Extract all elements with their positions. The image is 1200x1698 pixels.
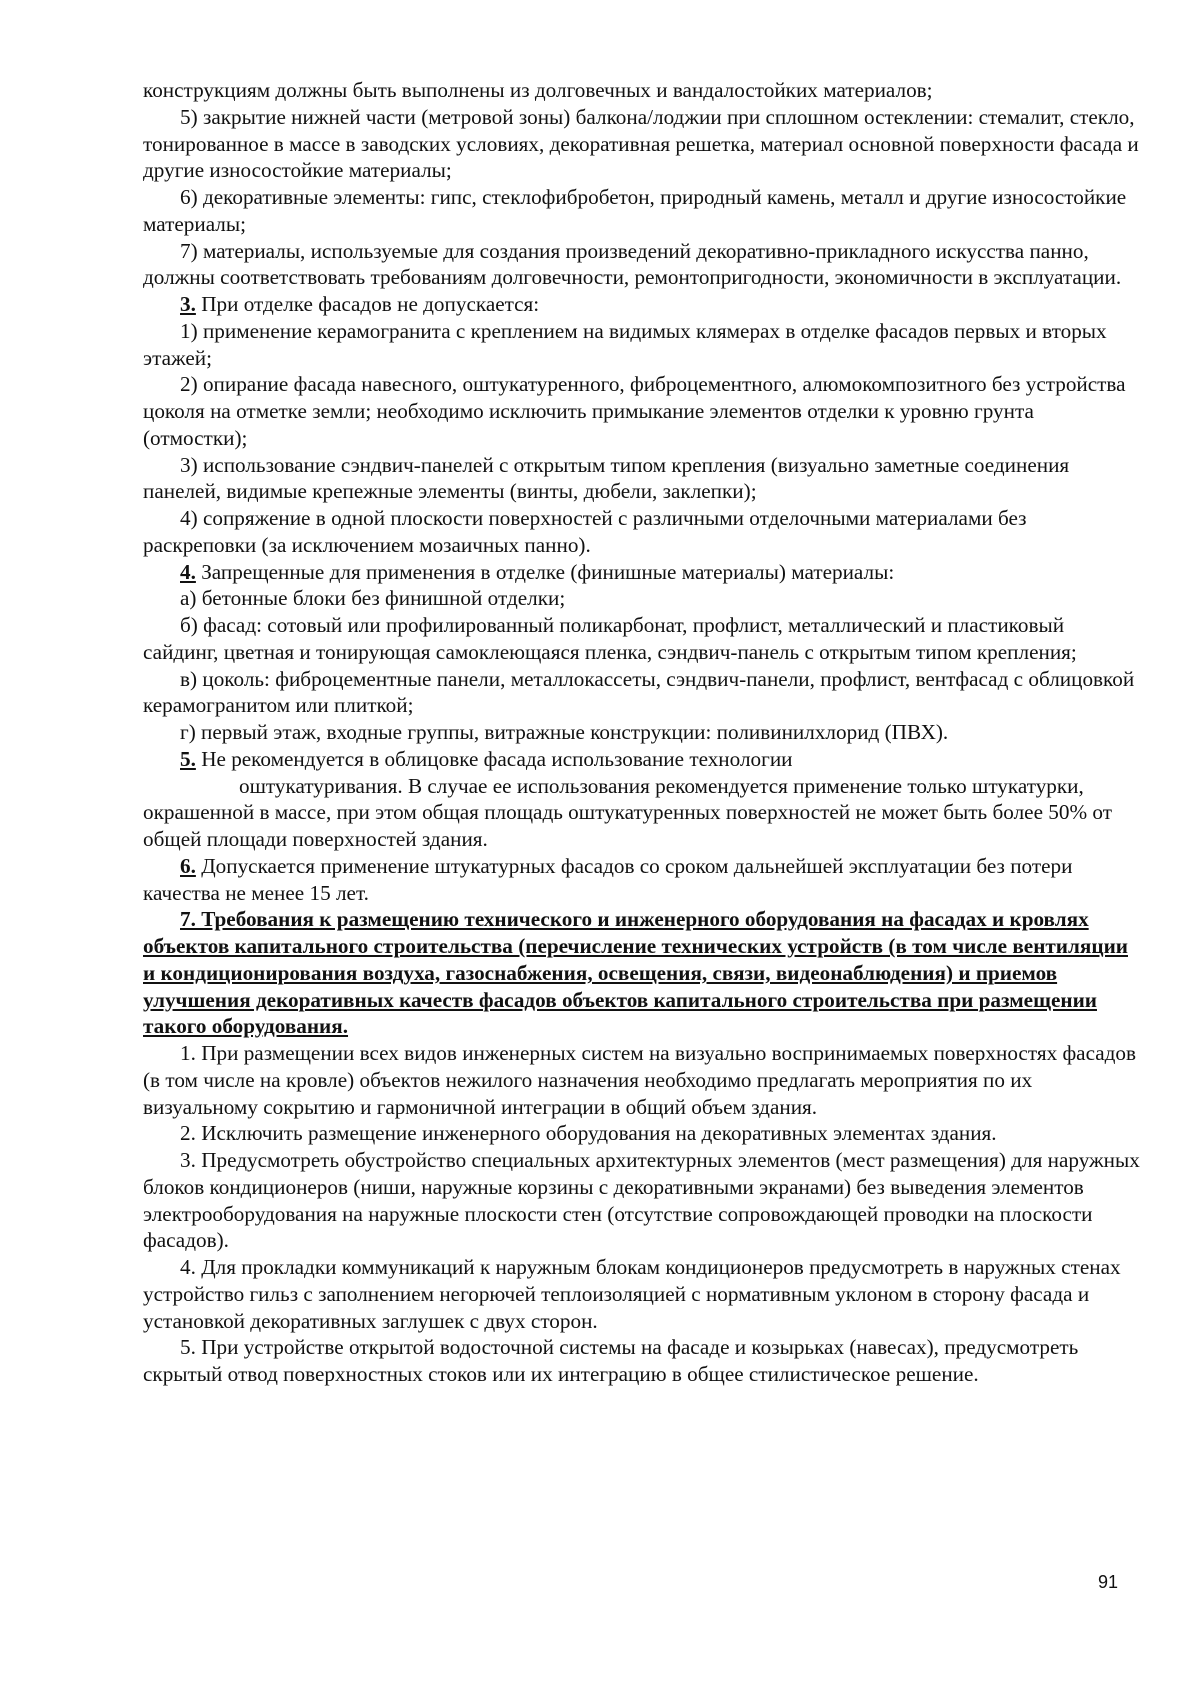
paragraph-text: 4. Для прокладки коммуникаций к наружным блокам кондиционеров предусмотреть в наружных стенах устройство гильз с заполнением негорючей теплоизоляцией с нормативным уклоном в сторону фасада и установкой декоративных заглушек с двух сторон.: [143, 1255, 1121, 1333]
paragraph-number: 6.: [180, 853, 196, 878]
paragraph-text: Допускается применение штукатурных фасадов со сроком дальнейшей эксплуатации без потери качества не менее 15 лет.: [143, 853, 1073, 905]
paragraph: [143, 773, 1143, 853]
page-number: 91: [1098, 1572, 1119, 1592]
paragraph: [143, 238, 1143, 292]
paragraph: [143, 1147, 1143, 1254]
paragraph: [143, 1120, 1143, 1147]
paragraph: [143, 291, 1143, 318]
paragraph-text: 7. Требования к размещению технического и инженерного оборудования на фасадах и кровлях объектов капитального строительства (перечисление технических устройств (в том числе вентиляции и кондиционирования воздуха, газоснабжения, освещения, связи, видеонаблюдения) и приемов улучшения декоративных качеств фасадов объектов капитального строительства при размещении такого оборудования.: [143, 907, 1128, 1039]
paragraph-text: 3. Предусмотреть обустройство специальных архитектурных элементов (мест размещения) для наружных блоков кондиционеров (ниши, наружные корзины с декоративными экранами) без выведения элементов электрооборудования на наружные плоскости стен (отсутствие сопровождающей проводки на плоскости фасадов).: [143, 1148, 1140, 1253]
paragraph: [143, 612, 1143, 666]
section-heading: [143, 906, 1143, 1040]
paragraph-text: При отделке фасадов не допускается:: [195, 292, 540, 316]
paragraph-text: 1. При размещении всех видов инженерных систем на визуально воспринимаемых поверхностях фасадов (в том числе на кровле) объектов нежилого назначения необходимо предлагать мероприятия по их визуальному сокрытию и гармоничной интеграции в общий объем здания.: [143, 1041, 1137, 1119]
paragraph-text: 5. При устройстве открытой водосточной системы на фасаде и козырьках (навесах), предусмотреть скрытый отвод поверхностных стоков или их интеграцию в общее стилистическое решение.: [143, 1335, 1079, 1386]
paragraph: [143, 719, 1143, 746]
paragraph-text: 2) опирание фасада навесного, оштукатуренного, фиброцементного, алюмокомпозитного без устройства цоколя на отметке земли; необходимо исключить примыкание элементов отделки к уровню грунта (отмостки);: [143, 372, 1126, 450]
paragraph: [143, 104, 1143, 184]
paragraph-number: 5.: [180, 746, 196, 771]
paragraph: [143, 77, 1143, 104]
paragraph: [143, 505, 1143, 559]
paragraph-text: 1) применение керамогранита с креплением на видимых клямерах в отделке фасадов первых и вторых этажей;: [143, 318, 1107, 370]
paragraph-text: Не рекомендуется в облицовке фасада использование технологии: [195, 746, 793, 771]
paragraph-number: 4.: [180, 559, 196, 584]
paragraph: [143, 318, 1143, 372]
paragraph-text: б) фасад: сотовый или профилированный поликарбонат, профлист, металлический и пластиковый сайдинг, цветная и тонирующая самоклеющаяся пленка, сэндвич-панель с открытым типом крепления;: [143, 613, 1077, 664]
paragraph-text: конструкциям должны быть выполнены из долговечных и вандалостойких материалов;: [143, 78, 933, 102]
paragraph-text: оштукатуривания. В случае ее использования рекомендуется применение только штукатурки, окрашенной в массе, при этом общая площадь оштукатуренных поверхностей не может быть более 50% от общей площади поверхностей здания.: [143, 773, 1112, 851]
paragraph-number: 3.: [180, 292, 196, 316]
paragraph: [143, 746, 1143, 773]
paragraph-text: 4) сопряжение в одной плоскости поверхностей с различными отделочными материалами без раскреповки (за исключением мозаичных панно).: [143, 506, 1027, 557]
paragraph: [143, 1254, 1143, 1334]
paragraph: [143, 184, 1143, 238]
paragraph-text: 5) закрытие нижней части (метровой зоны) балкона/лоджии при сплошном остеклении: стемалит, стекло, тонированное в массе в заводских условиях, декоративная решетка, материал основной поверхности фасада и другие износостойкие материалы;: [143, 104, 1139, 183]
paragraph: [143, 666, 1143, 720]
paragraph-text: 7) материалы, используемые для создания произведений декоративно-прикладного искусства панно, должны соответствовать требованиям долговечности, ремонтопригодности, экономичности в эксплуатации.: [143, 238, 1122, 290]
paragraph: [143, 853, 1143, 907]
paragraph: [143, 1040, 1143, 1120]
paragraph-text: а) бетонные блоки без финишной отделки;: [180, 586, 566, 611]
paragraph: [143, 559, 1143, 586]
paragraph: [143, 371, 1143, 451]
paragraph: [143, 1334, 1143, 1388]
paragraph-text: г) первый этаж, входные группы, витражные конструкции: поливинилхлорид (ПВХ).: [180, 720, 949, 744]
paragraph: [143, 585, 1143, 612]
document-body: [143, 77, 1143, 1388]
paragraph-text: Запрещенные для применения в отделке (финишные материалы) материалы:: [195, 559, 895, 584]
paragraph-text: 3) использование сэндвич-панелей с открытым типом крепления (визуально заметные соединения панелей, видимые крепежные элементы (винты, дюбели, заклепки);: [143, 452, 1070, 504]
paragraph-text: 2. Исключить размещение инженерного оборудования на декоративных элементах здания.: [180, 1121, 997, 1146]
paragraph-text: 6) декоративные элементы: гипс, стеклофибробетон, природный камень, металл и другие износостойкие материалы;: [143, 185, 1127, 236]
paragraph: [143, 452, 1143, 506]
paragraph-text: в) цоколь: фиброцементные панели, металлокассеты, сэндвич-панели, профлист, вентфасад с облицовкой керамогранитом или плиткой;: [143, 666, 1135, 718]
